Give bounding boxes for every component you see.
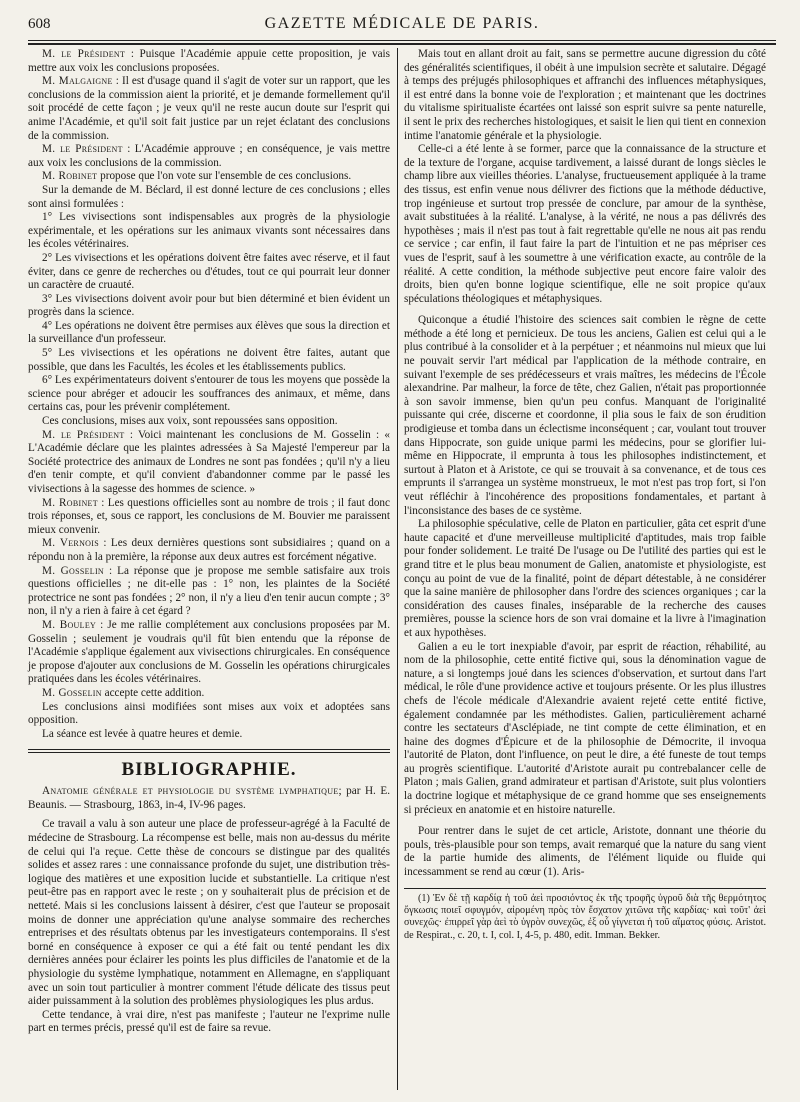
speaker-name: M. Bouley [42,618,97,631]
speech-text: : Les deux dernières questions sont subsidiaires ; quand on a répondu non à la première, la réponse aux deux autres est forcément négative. [28,537,391,563]
session-paragraph [28,497,390,538]
footnote: (1) Ἐν δὲ τῇ καρδίᾳ ἡ τοῦ ἀεὶ προσιόντος ἐκ τῆς τροφῆς ὑγροῦ διὰ τῆς θερμότητος ὄγκωσις ποιεῖ σφυγμόν, αἰρομένη πρὸς τὸν ἔσχατον χιτῶνα τῆς καρδίας· καὶ τοῦτ' ἀεὶ συνεχῶς· ἐπιρρεῖ γὰρ ἀεὶ τὸ ὑγρὸν συνεχῶς, ἐξ οὗ γίγνεται ἡ τοῦ αἵματος φύσις. Aristot. de Respirat., c. 20, t. I, col. I, 4-5, p. 480, edit. Imman. Bekker. [404,892,766,941]
speaker-name: M. Robinet [42,496,98,509]
session-paragraph [28,415,390,429]
speaker-name: M. Vernois [42,537,99,550]
speech-text: Ces conclusions, mises aux voix, sont repoussées sans opposition. [42,415,338,428]
aristotle-paragraph [404,825,766,879]
speech-text: 1° Les vivisections sont indispensables aux progrès de la physiologie expérimentale, et les opérations sur les animaux vivants sont nécessaires dans les écoles vétérinaires. [28,211,390,251]
column-divider [397,48,398,1090]
speech-text: 5° Les vivisections et les opérations ne doivent être faites, autant que possible, que dans les Facultés, les écoles et les établissements publics. [28,347,390,373]
speech-text: 6° Les expérimentateurs doivent s'entourer de tous les moyens que possède la science pour abréger et adoucir les souffrances des animaux, et même, dans certains cas, pour les prévenir complétement. [28,374,390,414]
speech-text: 2° Les vivisections et les opérations doivent être faites avec réserve, et il faut éviter, dans ce genre de recherches ou d'études, tout ce qui pourrait leur donner un caractère de cruauté. [28,251,390,292]
left-column [28,48,390,1036]
speech-text: propose que l'on vote sur l'ensemble de ces conclusions. [100,170,352,183]
article-paragraph: Pour rentrer dans le sujet de cet article, Aristote, donnant une théorie du pouls, très-plausible pour son temps, avait remarqué que la nature du sang vient de la partie humide des aliments, de l'élément liquide ou fluide qui incessamment se rend au cœur (1). Aris- [404,825,766,879]
speech-text: Sur la demande de M. Béclard, il est donné lecture de ces conclusions ; elles sont ainsi formulées : [28,183,390,210]
right-column [404,48,766,942]
book-title: Anatomie générale et physiologie du système lymphatique [42,785,339,798]
article-paragraph: Galien a eu le tort inexpiable d'avoir, par esprit de réaction, réhabilité, au nom de la philosophie, cette entité fictive qui, sous la dénomination vague de nature, a si longtemps joué dans les sciences d'observation, et surtout dans l'art médical, le rôle d'une providence active et toujours présente. Or les plus illustres chefs de l'école médicale d'Alexandrie avaient rejeté cette entité fictive, également condamnée par les méthodistes. Galien, particulièrement acharné contre les sectateurs d'Asclépiade, ne tint compte de cette élimination, et en haine des dogmes d'Épicure et de la philosophie de Démocrite, il invoqua l'autorité de Platon, dont l'influence, on peut le dire, a été funeste de tout temps au progrès scientifique. L'autorité d'Aristote aurait pu contrebalancer celle de Platon ; mais Galien, grand admirateur et partisan d'Aristote, suit plus volontiers la doctrine logique et métaphysique de ce grand homme que ses enseignements si précieux en anatomie et en histoire naturelle. [404,640,766,816]
speaker-name: M. Malgaigne [42,75,113,88]
session-paragraph [28,293,390,320]
speech-text: accepte cette addition. [104,686,205,699]
speech-text: : Je me rallie complétement aux conclusions proposées par M. Gosselin ; seulement je voudrais qu'il fût bien entendu que la réponse de l'Académie s'applique également aux vivisections chirurgicales. En conséquence je propose d'ajouter aux conclusions de M. Gosselin les opérations chirurgicales pratiquées dans les écoles vétérinaires. [28,618,391,686]
bibliography-heading: BIBLIOGRAPHIE. [121,759,297,781]
session-paragraph [28,374,390,415]
session-paragraph [28,170,390,184]
speaker-name: M. Gosselin [42,564,105,577]
review-continuation [404,48,766,306]
page-number: 608 [28,16,51,32]
speech-text: : L'Académie approuve ; en conséquence, je vais mettre aux voix les conclusions de la commission. [28,143,391,169]
book-review [28,818,390,1036]
session-paragraph [28,687,390,701]
session-paragraph [28,728,390,742]
article-paragraph: Mais tout en allant droit au fait, sans se permettre aucune digression du côté des généralités scientifiques, il obéit à une impulsion secrète et salutaire. Dégagé à temps des préjugés philosophiques et affranchi des influences métaphysiques, il est entré dans la bonne voie de l'exploration ; et maintenant que les doctrines du vitalisme spiritualiste écartées ont laissé son esprit suivre sa pente naturelle, il sent le prix des recherches histologiques, et saisit le lien qui tient en connexion intime l'anatomie générale et la physiologie. [404,48,766,142]
speaker-name: M. le Président [42,48,126,60]
review-paragraph: Ce travail a valu à son auteur une place de professeur-agrégé à la Faculté de médecine de Strasbourg. La récompense est belle, mais non au-dessus du mérite de celui qui l'a reçue. Cette thèse de concours se distingue par des qualités solides et assez rares : une connaissance profonde du sujet, une distribution très-logique des matières et une exposition lucide et substantielle. La critique n'est peut-être pas en rapport avec le reste ; on y souhaiterait plus de précision et de netteté. Mais si les conclusions laissent à désirer, c'est que l'auteur se proposait moins de donner une appréciation qu'une analyse sommaire des recherches entreprises et des résultats obtenus par les investigateurs contemporains. Il s'est borné en conséquence à exposer ce qui a été fait ou tenté pendant les dix dernières années pour éclairer les points les plus difficiles de l'anatomie et de la physiologie du système lymphatique, notamment en Allemagne, en s'appliquant avec un soin tout particulier à montrer comment l'étude délicate des tissus peut aider puissamment à la solution des problèmes physiologiques les plus ardus. [28,818,390,1008]
session-paragraph [28,252,390,293]
session-paragraph [28,537,390,564]
header-rule [28,40,776,41]
session-paragraph [28,429,390,497]
session-paragraph [28,320,390,347]
header-rule-thick [28,43,776,45]
session-paragraph [28,347,390,374]
article-paragraph: Quiconque a étudié l'histoire des sciences sait combien le règne de cette méthode a été long et pernicieux. De tous les anciens, Galien est celui qui a le plus contribué à la consolider et à la perpétuer ; et néanmoins nul mieux que lui ne pouvait servir l'art médical par l'application de la méthode contraire, en suivant l'exemple de ses prédécesseurs et vrais maîtres, les médecins de l'École alexandrine. Par malheur, la force de tête, chez Galien, n'était pas proportionnée à son savoir immense, bien qu'un peu confus. Manquant de l'originalité puissante qui crée, discerne et coordonne, il plia sous le faix de son érudition prodigieuse et tomba dans un éclectisme inconséquent ; car, voulant tout trouver dans Hippocrate, son guide unique parmi les médecins, pour se glorifier lui-même en Hippocrate, il emprunta à tous les philosophes indistinctement, et surtout à Platon et à Aristote, ce qui se trouvait à sa convenance, et de tous ces emprunts il s'arrangea un système monstrueux, le mot n'est pas trop fort, si l'on veut réfléchir à l'incohérence des propositions fondamentales, et partant à l'inconsistance des bases de ce système. [404,314,766,517]
session-paragraph [28,48,390,75]
session-paragraph [28,619,390,687]
speech-text: : Il est d'usage quand il s'agit de voter sur un rapport, que les conclusions de la commission aient la priorité, et je demande formellement qu'il soit procédé de cette façon ; je veux qu'il ne reste aucun doute sur l'esprit qui anime l'Académie, et qu'il soit fait justice par un rejet éclatant des conclusions de la commission. [28,75,390,142]
session-paragraph [28,701,390,728]
speech-text: 4° Les opérations ne doivent être permises aux élèves que sous la direction et la surveillance d'un professeur. [28,319,390,346]
session-paragraph [28,184,390,211]
speaker-name: M. le Président [42,143,123,156]
article-paragraph: La philosophie spéculative, celle de Platon en particulier, gâta cet esprit d'une haute capacité et d'une merveilleuse multiplicité d'aptitudes, mais trop faible pour fonder solidement. Le traité De l'usage ou De l'utilité des parties qui est le grand titre et le plus beau monument de Galien, anatomiste et physiologiste, est conçu au point de vue de la finalité, point de départ détestable, à ne considérer que la saine manière de philosopher dans l'ordre des sciences organiques ; car la considération des causes finales, inséparable de la recherche des causes premières, pousse la science hors de son vrai domaine et la livre à l'imagination et aux hypothèses. [404,518,766,639]
speaker-name: M. Gosselin [42,686,102,699]
session-minutes [28,48,390,741]
speaker-name: M. le Président [42,428,125,441]
session-paragraph [28,565,390,619]
session-paragraph [28,75,390,143]
speech-text: La séance est levée à quatre heures et demie. [42,727,243,740]
speech-text: : Puisque l'Académie appuie cette proposition, je vais mettre aux voix les conclusions proposées. [28,48,391,74]
speech-text: 3° Les vivisections doivent avoir pour but bien déterminé et bien évident un progrès dans la science. [28,292,390,319]
book-citation: ; par H. E. Beaunis. — Strasbourg, 1863, in-4, IV-96 pages. [28,785,390,811]
speech-text: : La réponse que je propose me semble satisfaire aux trois questions officielles ; ne dit-elle pas : 1° non, les plaintes de la Société protectrice ne sont pas fondées ; 2° non, il n'y a lieu d'en tenir aucun compte ; 3° non, il n'y a rien à faire à cet égard ? [28,564,391,618]
review-paragraph: Cette tendance, à vrai dire, n'est pas manifeste ; l'auteur ne l'exprime nulle part en termes précis, pressé qu'il est de faire sa revue. [28,1008,390,1035]
galen-discussion [404,314,766,817]
footnote-rule [404,888,766,889]
section-separator [28,749,390,753]
speech-text: : Les questions officielles sont au nombre de trois ; il faut donc trois réponses, et, sous ce rapport, les conclusions de M. Bouvier me paraissent mieux convenir. [28,496,390,536]
session-paragraph [28,211,390,252]
book-reference [28,785,390,812]
speech-text: : Voici maintenant les conclusions de M. Gosselin : « L'Académie déclare que les plaintes adressées à Sa Majesté l'empereur par la Société protectrice des animaux de Londres ne sont pas fondées ; qu'il n'y a lieu d'en tenir compte, et qu'il convient d'abandonner comme par le passé les vivisections à la sagesse des hommes de science. » [28,428,391,495]
speech-text: Les conclusions ainsi modifiées sont mises aux voix et adoptées sans opposition. [28,700,390,727]
two-column-body [28,48,776,1090]
page-header [28,14,776,36]
speaker-name: M. Robinet [42,170,98,183]
article-paragraph: Celle-ci a été lente à se former, parce que la connaissance de la structure et de la texture de l'organe, acquise tardivement, a laissé durant de longs siècles le champ libre aux vieilles théories. L'analyse, fructueusement appliquée à la trame des tissus, est enfin venue nous délivrer des fictions que la méthode déductive, trop ingénieuse et surtout trop pressée de conclure, par amour de la synthèse, avait substituées à la réalité. L'analyse, à la vérité, ne nous a pas délivrés des hypothèses ; mais il n'est pas tout à fait regrettable qu'elle ne nous ait pas rendu ce service ; car enfin, il faut faire la part de l'intuition et ne pas mépriser ces vues de l'esprit, sauf à les soumettre à une vérification exacte, au contrôle de la réalité. A cette condition, la méthode subjective peut encore faire valoir des droits, bien qu'en bonne logique scientifique, elle ne soit propice qu'aux spéculations théologiques et métaphysiques. [404,143,766,305]
running-head: GAZETTE MÉDICALE DE PARIS. [264,15,540,32]
journal-page [28,14,776,1090]
session-paragraph [28,143,390,170]
